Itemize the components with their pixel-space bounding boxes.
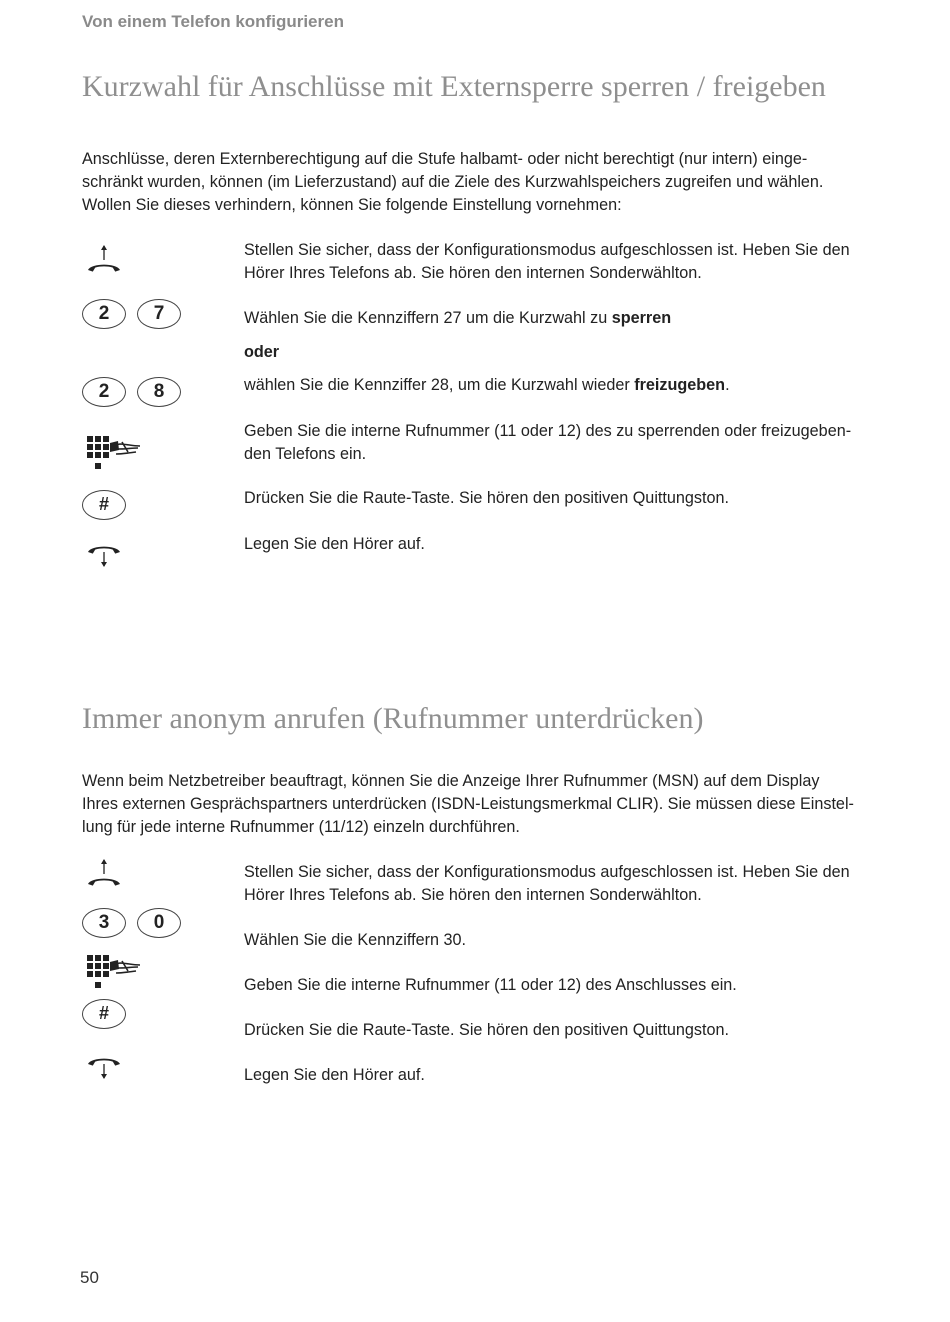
keypad-entry-icon (82, 953, 144, 998)
section1-step-lift (244, 239, 874, 285)
key-2: 2 (82, 299, 126, 329)
step-text: wählen Sie die Kennziffer 28, um die Kurzwahl wieder (244, 376, 635, 394)
handset-hangup-icon (82, 540, 126, 575)
section2-step-dial-30: Wählen Sie die Kennziffern 30. (244, 931, 466, 949)
section1-intro (82, 148, 862, 217)
intro-line: lung für jede interne Rufnummer (11/12) einzeln durchführen. (82, 818, 520, 836)
or-label: oder (244, 343, 280, 361)
intro-line: Wenn beim Netzbetreiber beauftragt, können Sie die Anzeige Ihrer Rufnummer (MSN) auf dem Display (82, 772, 820, 790)
key-2: 2 (82, 377, 126, 407)
key-7: 7 (137, 299, 181, 329)
section2-step-lift (244, 861, 874, 907)
hash-key-icon: # (82, 999, 126, 1029)
step-line: Stellen Sie sicher, dass der Konfigurationsmodus aufgeschlossen ist. Heben Sie den (244, 863, 850, 881)
section1-step-dial-28 (244, 374, 874, 397)
intro-line: schränkt wurden, können (im Lieferzustand) auf die Ziele des Kurzwahlspeichers zugreifen und wählen. (82, 173, 824, 191)
intro-line: Wollen Sie dieses verhindern, können Sie folgende Einstellung vornehmen: (82, 196, 622, 214)
key-3: 3 (82, 908, 126, 938)
step-emphasis: sperren (611, 309, 672, 327)
section1-step-hash: Drücken Sie die Raute-Taste. Sie hören den positiven Quittungston. (244, 489, 730, 507)
step-line: den Telefons ein. (244, 445, 367, 463)
section1-heading: Kurzwahl für Anschlüsse mit Externsperre sperren / freigeben (82, 70, 826, 103)
section2-intro (82, 770, 862, 839)
intro-line: Ihres externen Gesprächspartners unterdrücken (ISDN-Leistungsmerkmal CLIR). Sie müssen diese Einstel- (82, 795, 854, 813)
section2-step-hash: Drücken Sie die Raute-Taste. Sie hören den positiven Quittungston. (244, 1021, 730, 1039)
handset-lift-icon (82, 858, 126, 895)
page-number: 50 (80, 1268, 99, 1287)
step-line: Geben Sie die interne Rufnummer (11 oder 12) des zu sperrenden oder freizugeben- (244, 422, 852, 440)
section2-step-hangup: Legen Sie den Hörer auf. (244, 1066, 425, 1084)
step-line: Stellen Sie sicher, dass der Konfigurationsmodus aufgeschlossen ist. Heben Sie den (244, 241, 850, 259)
hash-key-icon: # (82, 490, 126, 520)
step-emphasis: freizugeben (634, 376, 726, 394)
keypad-entry-icon (82, 434, 144, 479)
section2-heading: Immer anonym anrufen (Rufnummer unterdrücken) (82, 702, 704, 735)
step-text: Wählen Sie die Kennziffern 27 um die Kurzwahl zu (244, 309, 612, 327)
running-header: Von einem Telefon konfigurieren (82, 12, 344, 31)
handset-lift-icon (82, 244, 126, 281)
step-text: . (725, 376, 730, 394)
step-line: Hörer Ihres Telefons ab. Sie hören den internen Sonderwählton. (244, 264, 702, 282)
handset-hangup-icon (82, 1052, 126, 1087)
section1-step-dial-27 (244, 307, 874, 330)
key-0: 0 (137, 908, 181, 938)
intro-line: Anschlüsse, deren Externberechtigung auf die Stufe halbamt- oder nicht berechtigt (nur intern) einge- (82, 150, 808, 168)
section2-step-enter-number: Geben Sie die interne Rufnummer (11 oder 12) des Anschlusses ein. (244, 976, 737, 994)
key-8: 8 (137, 377, 181, 407)
step-line: Hörer Ihres Telefons ab. Sie hören den internen Sonderwählton. (244, 886, 702, 904)
section1-step-enter-number (244, 420, 874, 466)
section1-step-hangup: Legen Sie den Hörer auf. (244, 535, 425, 553)
